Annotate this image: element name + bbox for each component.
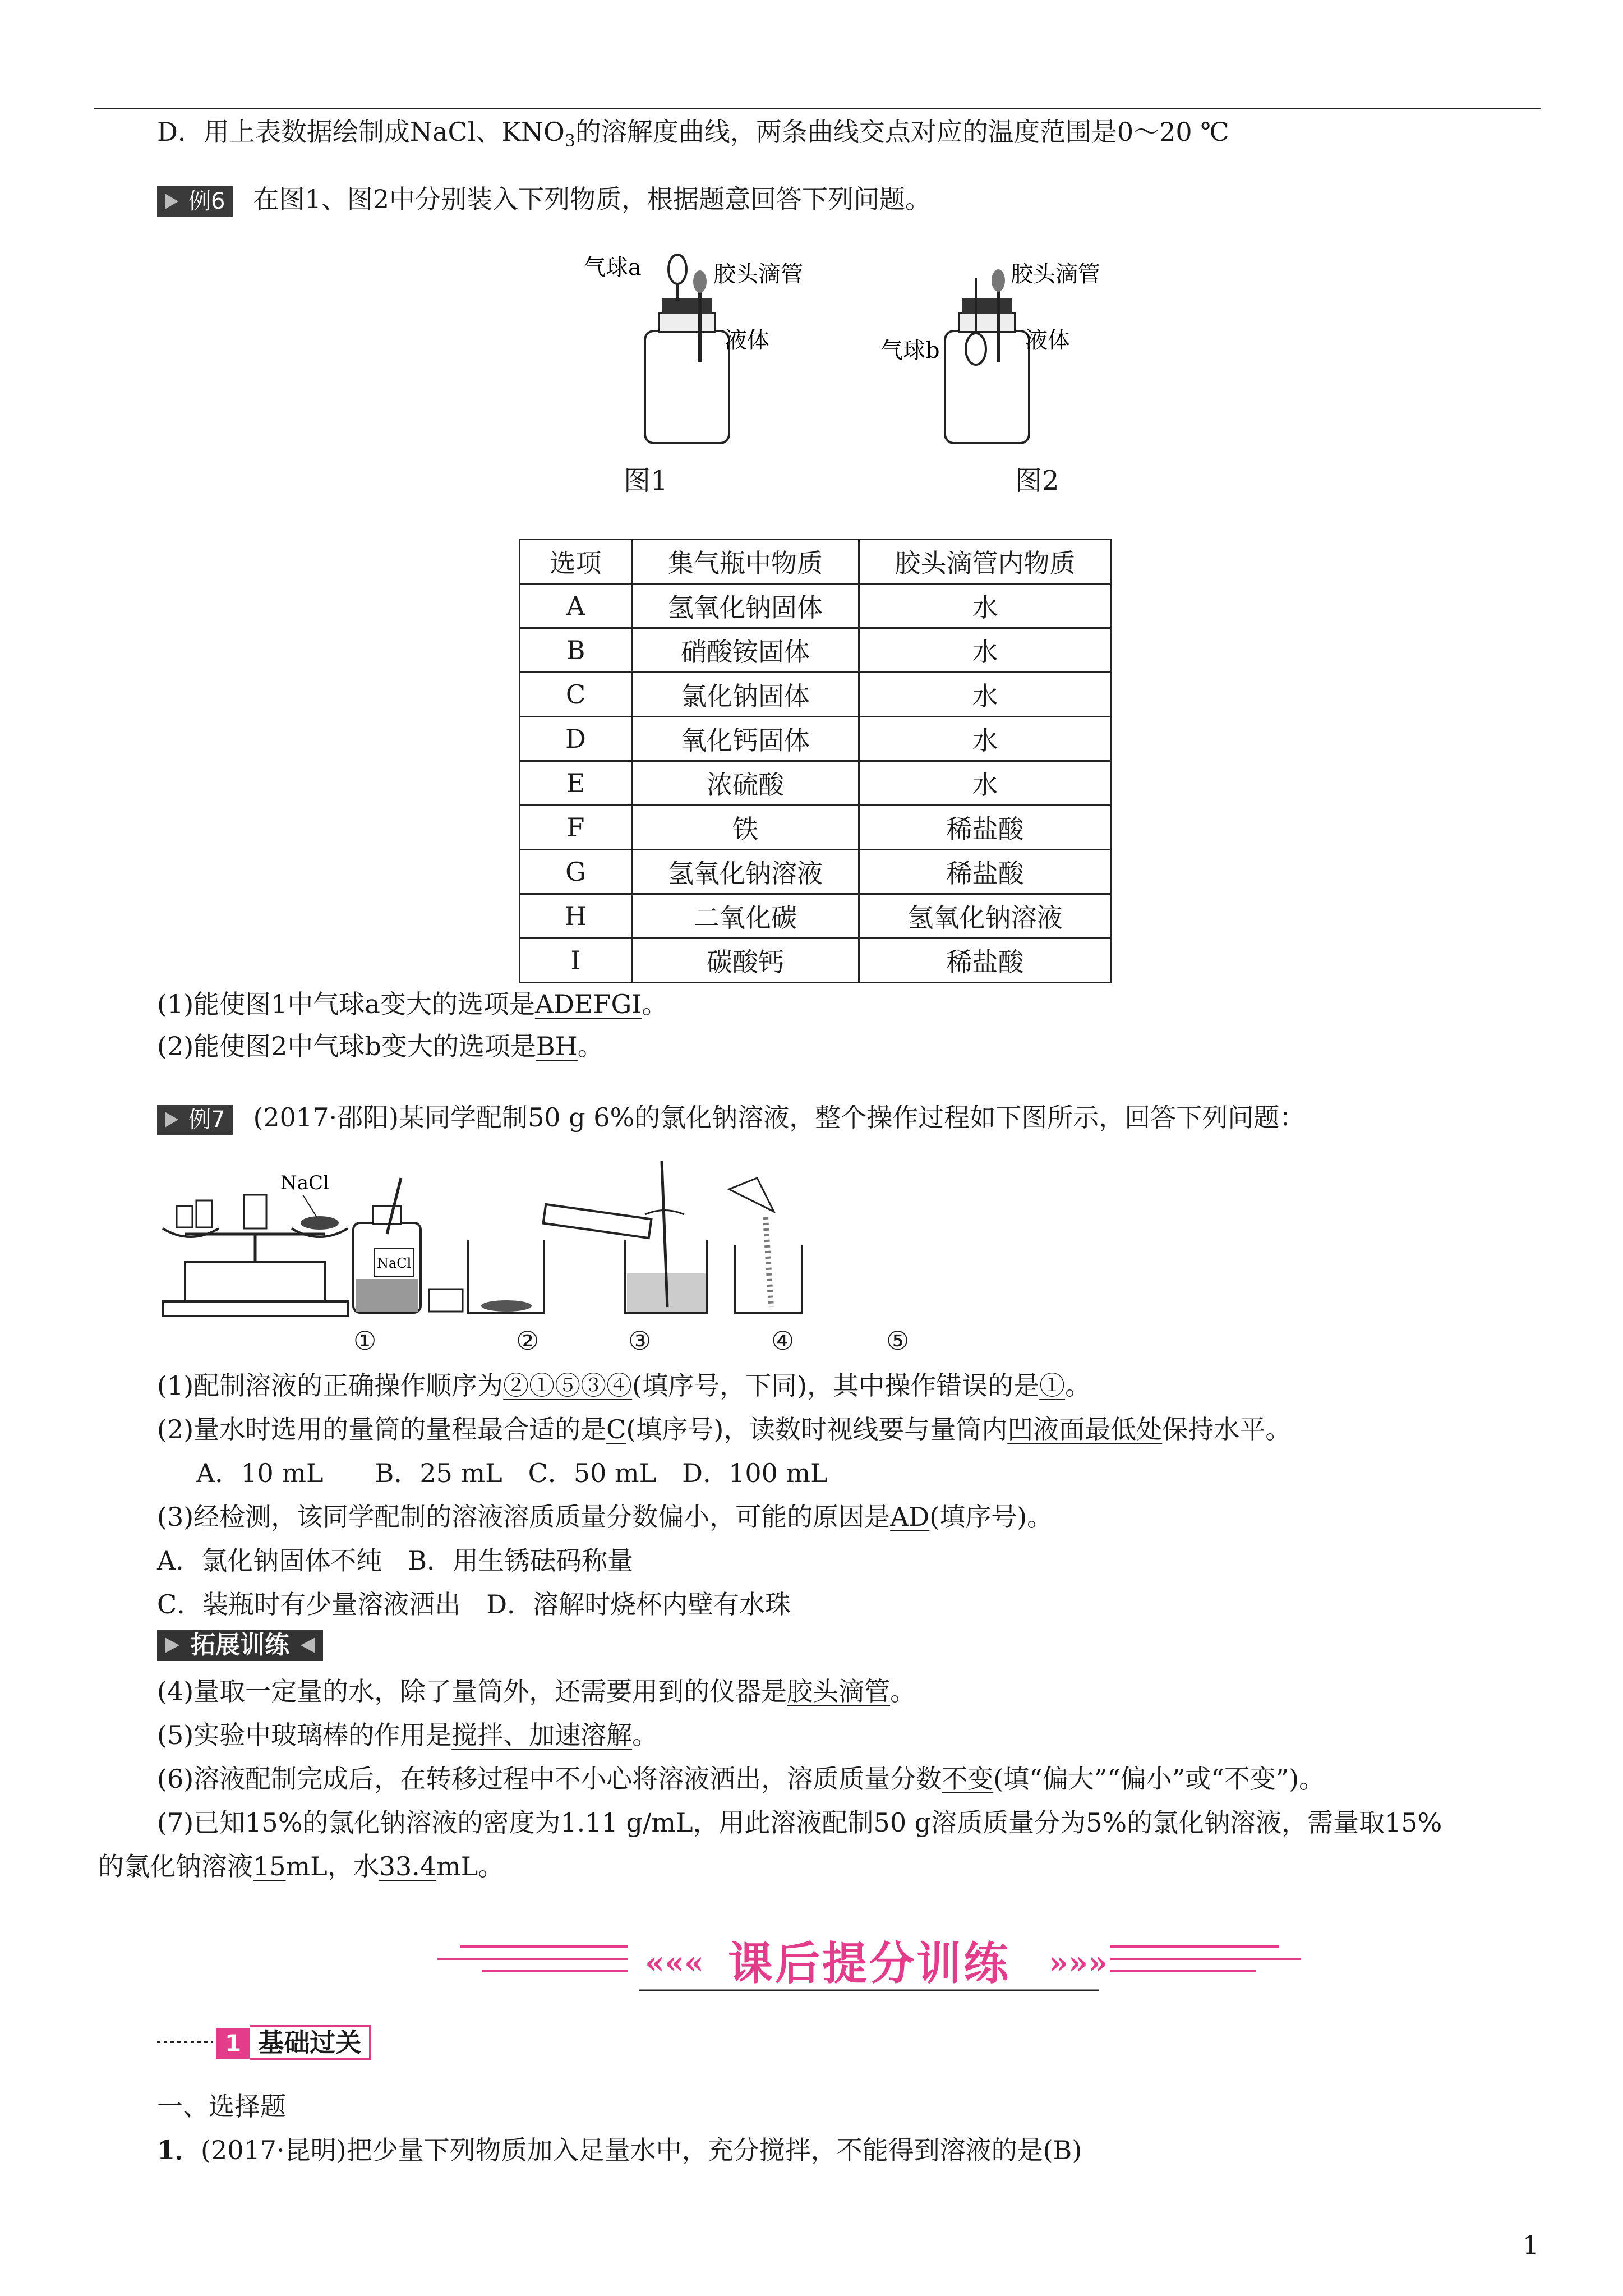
fig1-liquid-label: 液体 — [725, 328, 769, 353]
svg-text:»»»: »»» — [1049, 1944, 1108, 1981]
dotted-lead — [157, 2036, 219, 2047]
example7-q2-options: A．10 mL B．25 mL C．50 mL D．100 mL — [196, 1458, 828, 1488]
example7-q2: (2)量水时选用的量筒的量程最合适的是C(填序号)，读数时视线要与量筒内凹液面最低处保持水平。 — [157, 1414, 1292, 1444]
example7-q1: (1)配制溶液的正确操作顺序为②①⑤③④(填序号，下同)，其中操作错误的是①。 — [157, 1370, 1091, 1401]
answer: 不变 — [942, 1764, 994, 1794]
top-rule — [94, 108, 1541, 109]
answer: 15 — [253, 1851, 286, 1881]
table-row: B 硝酸铵固体 水 — [520, 628, 1112, 673]
table-row: H 二氧化碳 氢氧化钠溶液 — [520, 894, 1112, 938]
nacl-label: NaCl — [280, 1172, 329, 1194]
answer: C — [606, 1414, 626, 1444]
question-1: 1．(2017·昆明)把少量下列物质加入足量水中，充分搅拌，不能得到溶液的是(B) — [157, 2135, 1082, 2165]
example7-tag: 例7 — [157, 1105, 233, 1135]
figure2-diagram — [880, 247, 1127, 449]
example7-q7-line2: 的氯化钠溶液15mL，水33.4mL。 — [98, 1851, 504, 1881]
example6-q2: (2)能使图2中气球b变大的选项是BH。 — [157, 1031, 603, 1061]
answer: ②①⑤③④ — [503, 1370, 633, 1401]
answer: 凹液面最低处 — [1007, 1414, 1163, 1444]
solution-preparation-diagram — [151, 1161, 1004, 1329]
section-title: 课后提分训练 — [728, 1938, 1011, 1990]
table-header-row — [520, 540, 1112, 584]
answer: ① — [1039, 1370, 1066, 1401]
example7-q3-options-1: A．氯化钠固体不纯 B．用生锈砝码称量 — [157, 1545, 634, 1576]
example6-tag: 例6 — [157, 186, 233, 217]
example7-q4: (4)量取一定量的水，除了量筒外，还需要用到的仪器是胶头滴管。 — [157, 1676, 916, 1706]
extension-training-tag: 拓展训练 — [157, 1630, 323, 1661]
fig2-dropper-label: 胶头滴管 — [1011, 261, 1100, 287]
part-heading: 一、选择题 — [157, 2091, 286, 2122]
option-d-line: D．用上表数据绘制成NaCl、$KNO_3$的溶解度曲线，两条曲线交点对应的温度范围是0～20 ℃ — [157, 117, 1229, 151]
example7-q3: (3)经检测，该同学配制的溶液溶质质量分数偏小，可能的原因是AD(填序号)。 — [157, 1502, 1053, 1532]
fig2-liquid-label: 液体 — [1025, 328, 1070, 353]
example6-q1: (1)能使图1中气球a变大的选项是ADEFGI。 — [157, 989, 668, 1019]
example6-header: 例6 在图1、图2中分别装入下列物质，根据题意回答下列问题。 — [157, 182, 931, 217]
example7-q7-line1: (7)已知15%的氯化钠溶液的密度为1.11 g/mL，用此溶液配制50 g溶质质量分为5%的氯化钠溶液，需量取15% — [157, 1807, 1442, 1838]
step-label: ① — [353, 1326, 377, 1356]
page-number: 1 — [1522, 2230, 1539, 2260]
table-header: 胶头滴管内物质 — [859, 540, 1112, 584]
table-row: G 氢氧化钠溶液 稀盐酸 — [520, 850, 1112, 894]
table-row: I 碳酸钙 稀盐酸 — [520, 938, 1112, 983]
table-row: E 浓硫酸 水 — [520, 761, 1112, 806]
step-label: ④ — [771, 1326, 795, 1356]
example7-header: 例7 (2017·邵阳)某同学配制50 g 6%的氯化钠溶液，整个操作过程如下图所示，回答下列问题： — [157, 1101, 1305, 1135]
figure1-caption: 图1 — [624, 465, 668, 496]
fig2-balloon-label: 气球b — [880, 338, 940, 364]
figure1-diagram — [578, 247, 824, 449]
answer: AD — [890, 1502, 930, 1532]
section-header — [437, 1924, 1301, 2008]
example7-q3-options-2: C．装瓶时有少量溶液洒出 D．溶解时烧杯内壁有水珠 — [157, 1589, 791, 1619]
step-label: ② — [516, 1326, 540, 1356]
figure2-caption: 图2 — [1015, 465, 1059, 496]
table-header: 选项 — [520, 540, 632, 584]
basic-level-tag: 1 基础过关 — [216, 2025, 371, 2060]
example7-q5: (5)实验中玻璃棒的作用是搅拌、加速溶解。 — [157, 1720, 658, 1750]
table-header: 集气瓶中物质 — [632, 540, 859, 584]
fig1-dropper-label: 胶头滴管 — [713, 261, 803, 287]
table-row: F 铁 稀盐酸 — [520, 806, 1112, 850]
answer: 33.4 — [379, 1851, 437, 1881]
table-row: A 氢氧化钠固体 水 — [520, 584, 1112, 628]
table-row: D 氧化钙固体 水 — [520, 717, 1112, 761]
example7-q6: (6)溶液配制完成后，在转移过程中不小心将溶液洒出，溶质质量分数不变(填“偏大”“偏小”或“不变”)。 — [157, 1764, 1325, 1794]
svg-text:«««: ««« — [645, 1944, 704, 1981]
step-label: ③ — [628, 1326, 652, 1356]
answer: 搅拌、加速溶解 — [451, 1720, 633, 1750]
options-table — [519, 539, 1112, 983]
answer: 胶头滴管 — [787, 1676, 891, 1706]
bottle-label: NaCl — [377, 1255, 412, 1271]
answer: ADEFGI — [534, 989, 642, 1019]
answer: BH — [536, 1031, 578, 1061]
step-label: ⑤ — [886, 1326, 910, 1356]
fig1-balloon-label: 气球a — [583, 255, 642, 280]
table-row: C 氯化钠固体 水 — [520, 673, 1112, 717]
